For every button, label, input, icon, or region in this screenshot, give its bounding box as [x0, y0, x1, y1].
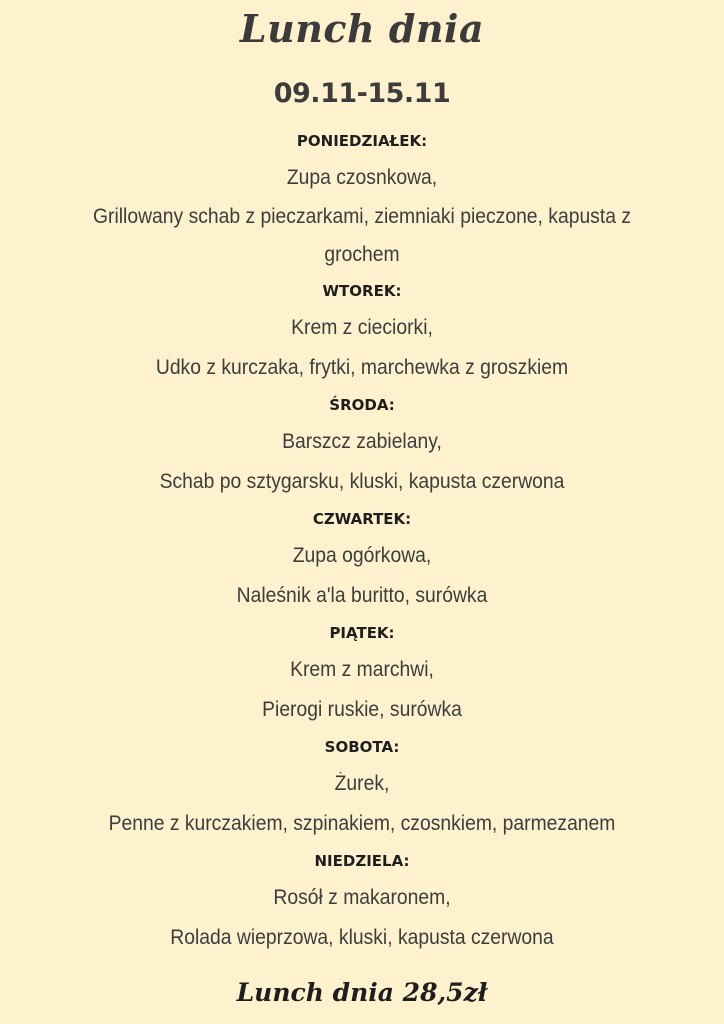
day-name: WTOREK: — [322, 282, 402, 300]
main-dish-item: Rolada wieprzowa, kluski, kapusta czerwona — [170, 926, 554, 949]
weekly-menu — [30, 124, 694, 958]
day-sunday — [30, 844, 694, 958]
main-dish-item: Naleśnik a'la buritto, surówka — [236, 584, 488, 607]
day-thursday — [30, 502, 694, 616]
day-name: NIEDZIELA: — [314, 852, 410, 870]
day-name: ŚRODA: — [329, 396, 395, 414]
day-tuesday — [30, 274, 694, 388]
soup-item: Krem z cieciorki, — [291, 316, 433, 339]
day-name: CZWARTEK: — [312, 510, 412, 528]
soup-item: Krem z marchwi, — [290, 658, 434, 681]
soup-item: Żurek, — [334, 772, 390, 795]
lunch-price: Lunch dnia 28,5zł — [236, 978, 488, 1007]
day-name: PIĄTEK: — [329, 624, 395, 642]
main-dish-item: Penne z kurczakiem, szpinakiem, czosnkiem, parmezanem — [108, 812, 616, 835]
day-saturday — [30, 730, 694, 844]
day-friday — [30, 616, 694, 730]
main-dish-item: Pierogi ruskie, surówka — [262, 698, 462, 721]
soup-item: Zupa ogórkowa, — [292, 544, 432, 567]
soup-item: Rosół z makaronem, — [273, 886, 451, 909]
soup-item: Barszcz zabielany, — [282, 430, 442, 453]
soup-item: Zupa czosnkowa, — [286, 166, 438, 189]
day-name: PONIEDZIAŁEK: — [296, 132, 428, 150]
day-monday — [30, 124, 694, 274]
main-dish-item: Udko z kurczaka, frytki, marchewka z groszkiem — [155, 356, 569, 379]
date-range: 09.11-15.11 — [273, 78, 451, 109]
day-name: SOBOTA: — [324, 738, 400, 756]
main-dish-item: Schab po sztygarsku, kluski, kapusta czerwona — [159, 470, 565, 493]
day-wednesday — [30, 388, 694, 502]
main-dish-item: Grillowany schab z pieczarkami, ziemniaki pieczone, kapusta z grochem — [93, 205, 631, 266]
menu-title: Lunch dnia — [239, 6, 485, 51]
